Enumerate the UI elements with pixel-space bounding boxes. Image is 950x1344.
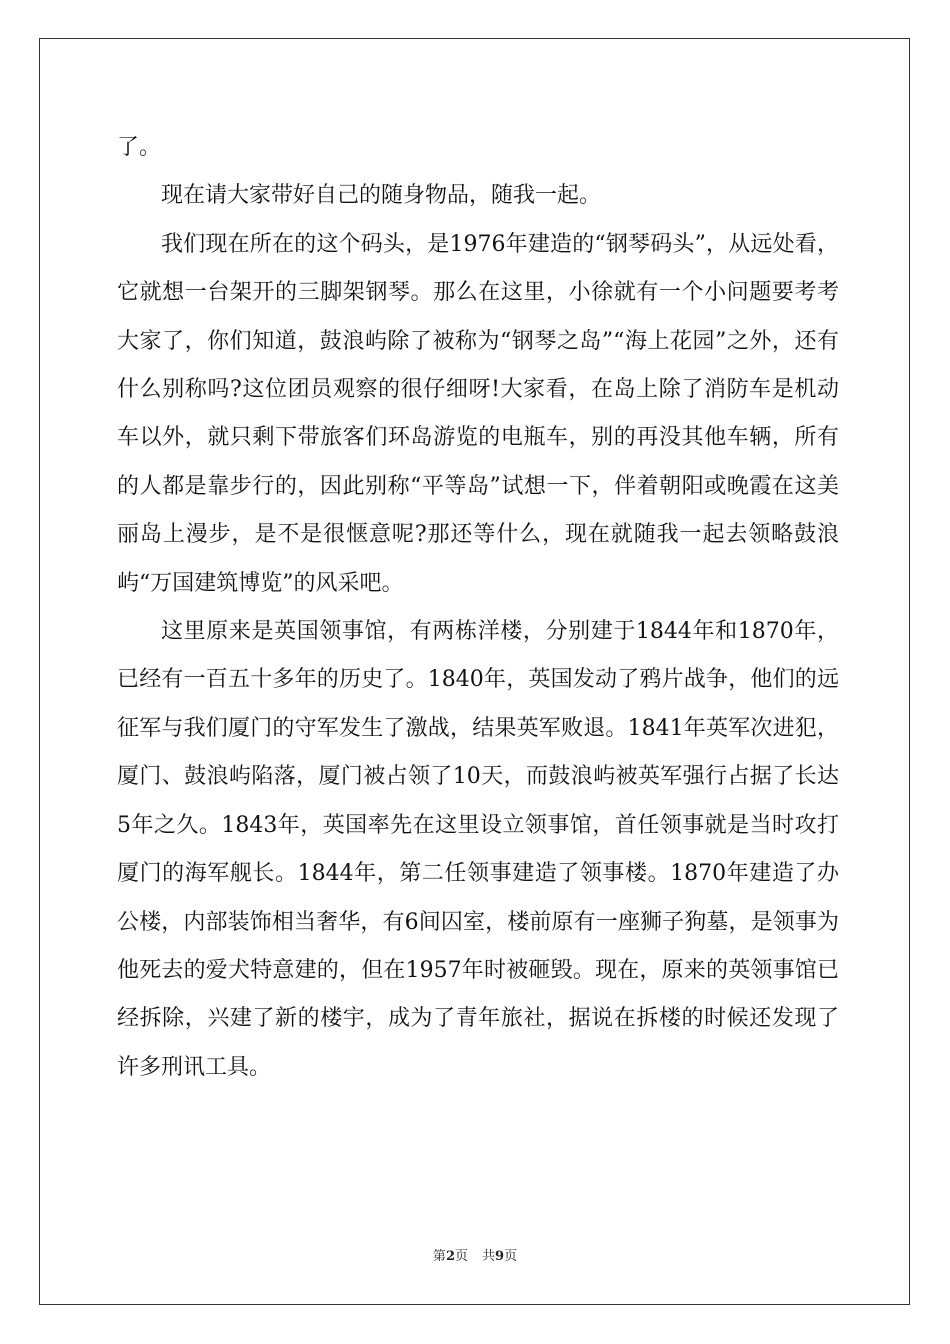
page-footer [0,1245,950,1264]
paragraph: 这里原来是英国领事馆，有两栋洋楼，分别建于1844年和1870年，已经有一百五十多年的历史了。1840年，英国发动了鸦片战争，他们的远征军与我们厦门的守军发生了激战，结果英军败退。1841年英军次进犯，厦门、鼓浪屿陷落，厦门被占领了10天，而鼓浪屿被英军强行占据了长达5年之久。1843年，英国率先在这里设立领事馆，首任领事就是当时攻打厦门的海军舰长。1844年，第二任领事建造了领事楼。1870年建造了办公楼，内部装饰相当奢华，有6间囚室，楼前原有一座狮子狗墓，是领事为他死去的爱犬特意建的，但在1957年时被砸毁。现在，原来的英领事馆已经拆除，兴建了新的楼宇，成为了青年旅社，据说在拆楼的时候还发现了许多刑讯工具。 [117,619,839,1080]
paragraph: 我们现在所在的这个码头，是1976年建造的“钢琴码头”，从远处看，它就想一台架开的三脚架钢琴。那么在这里，小徐就有一个小问题要考考大家了，你们知道，鼓浪屿除了被称为“钢琴之岛”“海上花园”之外，还有什么别称吗?这位团员观察的很仔细呀!大家看，在岛上除了消防车是机动车以外，就只剩下带旅客们环岛游览的电瓶车，别的再没其他车辆，所有的人都是靠步行的，因此别称“平等岛”试想一下，伴着朝阳或晚霞在这美丽岛上漫步，是不是很惬意呢?那还等什么，现在就随我一起去领略鼓浪屿“万国建筑博览”的风采吧。 [117,231,839,596]
document-body [117,124,839,1092]
total-pages: 9 [495,1249,505,1264]
page-suffix: 页 [454,1249,468,1264]
paragraph: 了。 [117,135,162,160]
total-suffix: 页 [504,1249,518,1264]
total-prefix: 共 [482,1249,496,1264]
paragraph: 现在请大家带好自己的随身物品，随我一起。 [161,183,602,209]
page-number: 2 [445,1249,455,1264]
page-prefix: 第 [432,1249,446,1264]
